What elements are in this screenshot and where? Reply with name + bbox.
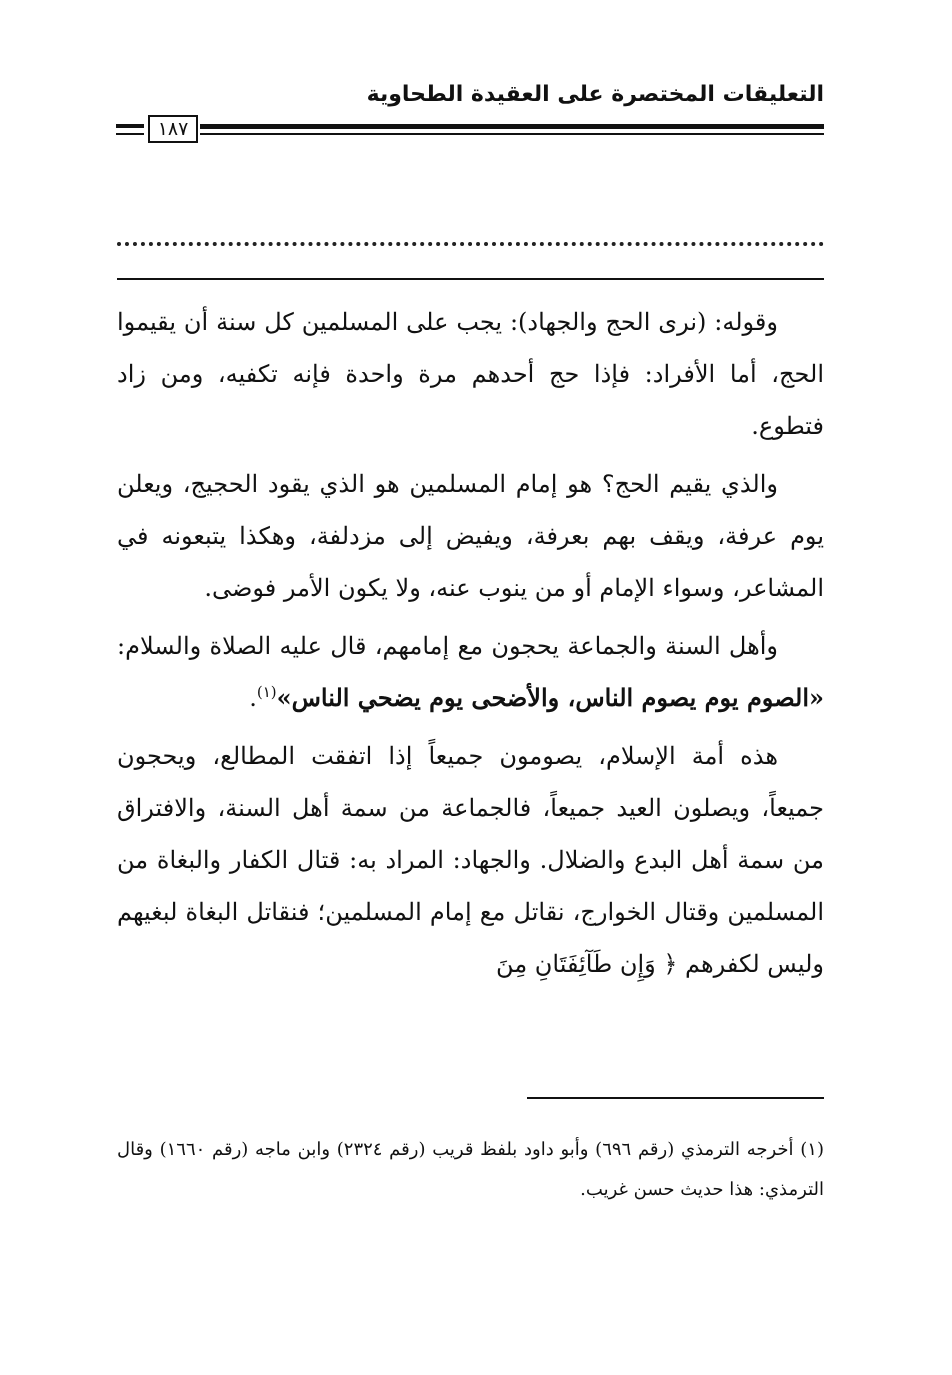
section-divider-rule [117, 278, 824, 280]
main-text [117, 296, 824, 996]
paragraph-3-intro: وأهل السنة والجماعة يحجون مع إمامهم، قال عليه الصلاة والسلام: [117, 632, 778, 660]
paragraph-2: والذي يقيم الحج؟ هو إمام المسلمين هو الذي يقود الحجيج، ويعلن يوم عرفة، ويقف بهم بعرفة، ويفيض إلى مزدلفة، وهكذا يتبعونه في المشاعر، وسواء الإمام أو من ينوب عنه، ولا يكون الأمر فوضى. [117, 470, 824, 602]
paragraph-3-end: . [249, 684, 257, 712]
footnote-separator [527, 1097, 824, 1099]
page-number-rule-bottom [116, 133, 144, 135]
footnote-reference[interactable]: (١) [256, 683, 277, 701]
header-rule-thin [200, 133, 824, 135]
footnotes [117, 1130, 824, 1210]
running-title: التعليقات المختصرة على العقيدة الطحاوية [366, 82, 824, 107]
paragraph-4: هذه أمة الإسلام، يصومون جميعاً إذا اتفقت المطالع، ويحجون جميعاً، ويصلون العيد جميعاً، فالجماعة من سمة أهل السنة، والافتراق من سمة أهل البدع والضلال. والجهاد: المراد به: قتال الكفار والبغاة من المسلمين وقتال الخوارج، نقاتل مع إمام المسلمين؛ فنقاتل البغاة لبغيهم وليس لكفرهم ﴿ وَإِن طَآئِفَتَانِ مِنَ [117, 742, 824, 978]
paragraph-3 [117, 620, 824, 724]
header-rule-thick [200, 124, 824, 129]
hadith-quote: «الصوم يوم يصوم الناس، والأضحى يوم يضحي الناس» [276, 683, 824, 712]
footnote-1: (١) أخرجه الترمذي (رقم ٦٩٦) وأبو داود بلفظ قريب (رقم ٢٣٢٤) وابن ماجه (رقم ١٦٦٠) وقال الترمذي: هذا حديث حسن غريب. [117, 1139, 824, 1200]
paragraph-1: وقوله: (نرى الحج والجهاد): يجب على المسلمين كل سنة أن يقيموا الحج، أما الأفراد: فإذا حج أحدهم مرة واحدة فإنه تكفيه، ومن زاد فتطوع. [117, 308, 824, 440]
header-rule [200, 124, 824, 140]
continuation-dotted-line [117, 242, 824, 246]
page-number-rule-top [116, 124, 144, 128]
page-number: ١٨٧ [148, 115, 198, 143]
